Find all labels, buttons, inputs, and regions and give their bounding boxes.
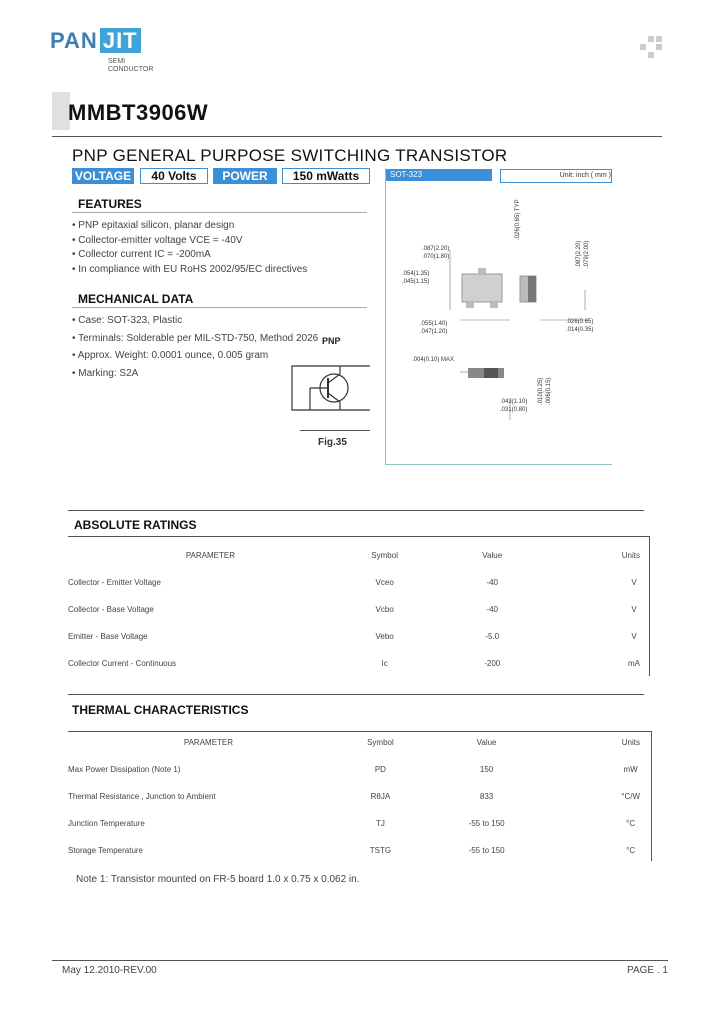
thermal-title: THERMAL CHARACTERISTICS [72, 703, 249, 717]
thermal-note: Note 1: Transistor mounted on FR-5 board 1.0 x 0.75 x 0.062 in. [76, 874, 360, 885]
cell-units: mW [623, 765, 638, 774]
cell-units: °C [626, 819, 636, 828]
cell-value: -5.0 [485, 632, 500, 641]
header-symbol: Symbol [371, 551, 398, 560]
logo-pan-text: PAN [50, 28, 98, 53]
header-units: Units [621, 738, 640, 747]
cell-parameter: Collector Current - Continuous [68, 659, 177, 668]
cell-symbol: TJ [375, 819, 385, 828]
dim-text: .054(1.35) [402, 271, 430, 277]
dim-text: .043(1.10) [500, 399, 528, 405]
cell-value: -40 [486, 605, 498, 614]
figure-underline [300, 430, 370, 431]
dim-text: .087(2.20) [576, 240, 582, 268]
list-item: • In compliance with EU RoHS 2002/95/EC directives [72, 263, 307, 278]
dim-text: .014(0.35) [566, 327, 594, 333]
table-row [68, 783, 640, 810]
dim-label-f [500, 398, 527, 414]
logo-subtitle [108, 58, 153, 74]
footer-page: PAGE . 1 [627, 965, 668, 976]
cell-symbol: TSTG [369, 846, 392, 855]
thermal-top-divider [68, 694, 644, 695]
dim-label-g: .026(0.65) TYP [515, 199, 521, 240]
features-list [72, 219, 307, 277]
header-symbol: Symbol [367, 738, 394, 747]
voltage-value: 40 Volts [140, 168, 208, 184]
table-row [68, 569, 640, 596]
header-parameter: PARAMETER [183, 738, 234, 747]
table-row [68, 650, 640, 677]
list-item: • Collector current IC = -200mA [72, 248, 307, 263]
logo-sub-conductor: CONDUCTOR [108, 66, 154, 73]
absolute-top-divider [68, 510, 644, 511]
list-item: • Case: SOT-323, Plastic [72, 312, 318, 330]
dim-text: .055(1.40) [420, 321, 448, 327]
dim-text: .079(2.00) [584, 240, 590, 268]
table-row [68, 810, 640, 837]
table-header-row [68, 729, 640, 756]
cell-value: -40 [486, 578, 498, 587]
dim-label-c [420, 320, 447, 336]
cell-parameter: Collector - Emitter Voltage [68, 578, 161, 587]
dim-text: .026(0.65) [566, 319, 594, 325]
product-subtitle: PNP GENERAL PURPOSE SWITCHING TRANSISTOR [72, 146, 508, 165]
cell-parameter: Storage Temperature [68, 846, 144, 855]
cell-symbol: RθJA [370, 792, 391, 801]
figure-caption: Fig.35 [318, 437, 347, 448]
list-item: • PNP epitaxial silicon, planar design [72, 219, 307, 234]
footer-date: May 12.2010-REV.00 [62, 965, 157, 976]
cell-symbol: Vcbo [375, 605, 394, 614]
part-number: MMBT3906W [68, 100, 209, 125]
mechanical-divider [72, 307, 367, 308]
list-item: • Terminals: Solderable per MIL-STD-750, Method 2026 [72, 330, 318, 348]
table-row [68, 623, 640, 650]
cell-value: 150 [479, 765, 494, 774]
cell-symbol: PD [374, 765, 386, 774]
power-label: POWER [213, 168, 277, 184]
cell-units: V [631, 578, 637, 587]
header-value: Value [476, 738, 497, 747]
header-units: Units [621, 551, 640, 560]
list-item: • Marking: S2A [72, 365, 318, 383]
dim-label-d [566, 318, 593, 334]
absolute-ratings-table [68, 542, 640, 677]
cell-value: -200 [484, 659, 501, 668]
cell-parameter: Thermal Resistance , Junction to Ambient [68, 792, 216, 801]
dim-label-h [575, 241, 591, 268]
transistor-symbol-icon [290, 348, 370, 428]
decorative-dots-icon [640, 36, 662, 58]
cell-units: °C [626, 846, 636, 855]
absolute-header-divider [68, 536, 650, 537]
table-header-row [68, 542, 640, 569]
cell-parameter: Junction Temperature [68, 819, 145, 828]
logo-jit-text: JIT [100, 28, 141, 53]
features-divider [72, 212, 367, 213]
cell-symbol: Vceo [375, 578, 394, 587]
dim-text: .031(0.80) [500, 407, 528, 413]
thermal-table [68, 729, 640, 864]
table-row [68, 756, 640, 783]
dim-label-b [402, 270, 429, 286]
voltage-label: VOLTAGE [72, 168, 134, 184]
power-value: 150 mWatts [282, 168, 370, 184]
dim-text: .006(0.15) [546, 377, 552, 405]
cell-parameter: Max Power Dissipation (Note 1) [68, 765, 181, 774]
absolute-title: ABSOLUTE RATINGS [74, 518, 197, 532]
table-row [68, 837, 640, 864]
dim-label-i [537, 378, 553, 405]
package-name: SOT-323 [386, 169, 492, 181]
dim-text: .047(1.20) [420, 329, 448, 335]
cell-units: V [631, 605, 637, 614]
cell-symbol: Vebo [375, 632, 394, 641]
cell-parameter: Emitter - Base Voltage [68, 632, 148, 641]
absolute-right-border [649, 536, 650, 676]
footer-divider [52, 960, 668, 961]
dim-text: .045(1.15) [402, 279, 430, 285]
title-divider [52, 136, 662, 137]
brand-logo [50, 28, 141, 54]
mechanical-list [72, 312, 318, 382]
list-item: • Approx. Weight: 0.0001 ounce, 0.005 gram [72, 347, 318, 365]
cell-symbol: Ic [381, 659, 388, 668]
table-row [68, 596, 640, 623]
package-unit: Unit: inch ( mm ) [500, 169, 612, 183]
cell-units: mA [628, 659, 640, 668]
cell-units: V [631, 632, 637, 641]
dim-text: .070(1.80) [422, 254, 450, 260]
cell-value: -55 to 150 [468, 846, 505, 855]
thermal-right-border [651, 731, 652, 861]
dim-text: .087(2.20) [422, 246, 450, 252]
list-item: • Collector-emitter voltage VCE = -40V [72, 234, 307, 249]
header-value: Value [482, 551, 503, 560]
cell-units: °C/W [621, 792, 640, 801]
header-parameter: PARAMETER [185, 551, 236, 560]
dim-label-e: .004(0.10) MAX [412, 357, 455, 363]
dim-label-a [422, 245, 449, 261]
dim-text: .010(0.25) [538, 377, 544, 405]
cell-value: 833 [479, 792, 494, 801]
cell-value: -55 to 150 [468, 819, 505, 828]
pnp-label: PNP [322, 336, 341, 346]
logo-sub-semi: SEMI [108, 58, 126, 65]
features-title: FEATURES [78, 197, 142, 211]
cell-parameter: Collector - Base Voltage [68, 605, 154, 614]
mechanical-title: MECHANICAL DATA [78, 292, 194, 306]
